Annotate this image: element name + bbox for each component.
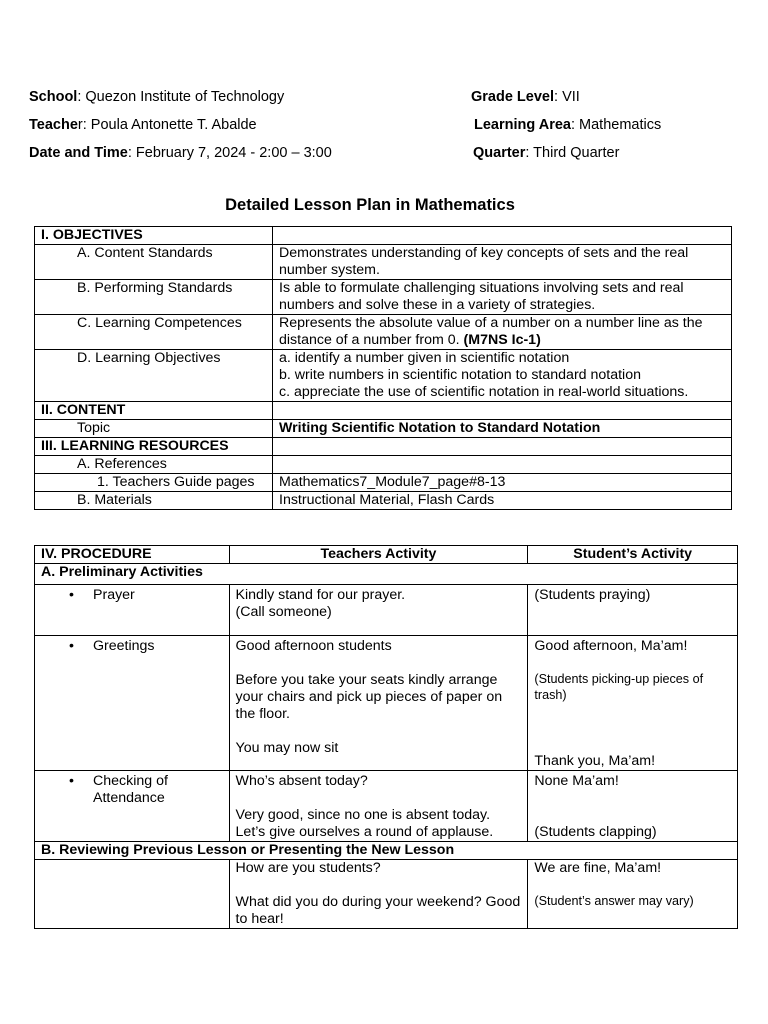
table-row xyxy=(35,280,732,315)
quarter-value: : Third Quarter xyxy=(525,145,620,161)
review-teacher-line-2: What did you do during your weekend? Good to hear! xyxy=(235,894,521,927)
teacher-column-header: Teachers Activity xyxy=(229,546,528,564)
competences-label: C. Learning Competences xyxy=(35,315,273,350)
review-student-line-1: We are fine, Ma’am! xyxy=(534,860,662,876)
table-row xyxy=(35,636,738,771)
quarter-row xyxy=(473,144,619,162)
greetings-student-line-2: (Students picking-up pieces of trash) xyxy=(534,672,704,702)
objectives-heading: I. OBJECTIVES xyxy=(35,227,273,245)
attendance-teacher-line-1: Who’s absent today? xyxy=(235,773,368,789)
table-row xyxy=(35,245,732,280)
objectives-cell xyxy=(273,350,732,402)
content-standards-label: A. Content Standards xyxy=(35,245,273,280)
greetings-label: Greetings xyxy=(93,638,155,654)
objective-b: b. write numbers in scientific notation to standard notation xyxy=(279,367,641,383)
objective-a: a. identify a number given in scientific notation xyxy=(279,350,570,366)
student-column-header: Student’s Activity xyxy=(528,546,738,564)
competences-value: Represents the absolute value of a number on a number line as the distance of a number from 0. xyxy=(279,315,703,348)
quarter-label: Quarter xyxy=(473,145,526,161)
greetings-cell xyxy=(35,636,230,771)
resources-heading: III. LEARNING RESOURCES xyxy=(35,438,273,456)
teacher-label: Teache xyxy=(29,117,78,133)
attendance-teacher xyxy=(229,771,528,842)
bullet-icon: • xyxy=(69,638,74,654)
table-row xyxy=(35,842,738,860)
school-label: School xyxy=(29,89,78,105)
performing-standards-value: Is able to formulate challenging situations involving sets and real numbers and solve these in a variety of strategies. xyxy=(273,280,732,315)
attendance-student xyxy=(528,771,738,842)
materials-value: Instructional Material, Flash Cards xyxy=(273,492,732,510)
greetings-student-line-1: Good afternoon, Ma’am! xyxy=(534,638,688,654)
lesson-plan-table xyxy=(34,226,732,510)
greetings-teacher-line-3: You may now sit xyxy=(235,740,339,756)
materials-label: B. Materials xyxy=(35,492,273,510)
teacher-row xyxy=(29,116,257,134)
greetings-teacher-line-2: Before you take your seats kindly arrange your chairs and pick up pieces of paper on the floor. xyxy=(235,672,503,722)
guide-label: 1. Teachers Guide pages xyxy=(35,474,273,492)
prayer-teacher-line-1: Kindly stand for our prayer. xyxy=(235,587,406,603)
table-row xyxy=(35,402,732,420)
table-row xyxy=(35,860,738,929)
review-student-line-2: (Student’s answer may vary) xyxy=(534,894,694,908)
date-value: : February 7, 2024 - 2:00 – 3:00 xyxy=(127,145,332,161)
objectives-label: D. Learning Objectives xyxy=(35,350,273,402)
area-label: Learning Area xyxy=(474,117,571,133)
attendance-label: Checking of Attendance xyxy=(93,773,168,806)
bullet-icon: • xyxy=(69,587,74,603)
competences-cell xyxy=(273,315,732,350)
table-row xyxy=(35,456,732,474)
content-heading: II. CONTENT xyxy=(35,402,273,420)
bullet-icon: • xyxy=(69,773,74,789)
competences-code: (M7NS Ic-1) xyxy=(463,332,541,348)
area-value: : Mathematics xyxy=(570,117,662,133)
teacher-value: r: Poula Antonette T. Abalde xyxy=(77,117,257,133)
greetings-teacher-line-1: Good afternoon students xyxy=(235,638,392,654)
references-label: A. References xyxy=(35,456,273,474)
empty-cell xyxy=(35,860,230,929)
content-standards-value: Demonstrates understanding of key concepts of sets and the real number system. xyxy=(273,245,732,280)
attendance-teacher-line-2: Very good, since no one is absent today. Let’s give ourselves a round of applause. xyxy=(235,807,494,840)
document-title: Detailed Lesson Plan in Mathematics xyxy=(225,196,515,214)
procedure-heading: IV. PROCEDURE xyxy=(35,546,230,564)
prayer-student-line-1: (Students praying) xyxy=(534,587,651,603)
table-row xyxy=(35,492,732,510)
greetings-teacher xyxy=(229,636,528,771)
guide-value: Mathematics7_Module7_page#8-13 xyxy=(273,474,732,492)
attendance-cell xyxy=(35,771,230,842)
objective-c: c. appreciate the use of scientific notation in real-world situations. xyxy=(279,384,689,400)
prayer-cell xyxy=(35,585,230,636)
table-row xyxy=(35,771,738,842)
review-student xyxy=(528,860,738,929)
prayer-student xyxy=(528,585,738,636)
school-row xyxy=(29,88,284,106)
procedure-table xyxy=(34,545,738,929)
topic-value: Writing Scientific Notation to Standard Notation xyxy=(273,420,732,438)
attendance-student-line-1: None Ma’am! xyxy=(534,773,619,789)
section-preliminary: A. Preliminary Activities xyxy=(35,564,738,585)
prayer-label: Prayer xyxy=(93,587,135,603)
performing-standards-label: B. Performing Standards xyxy=(35,280,273,315)
empty-cell xyxy=(273,227,732,245)
table-row xyxy=(35,564,738,585)
prayer-teacher xyxy=(229,585,528,636)
grade-label: Grade Level xyxy=(471,89,555,105)
attendance-student-line-2: (Students clapping) xyxy=(534,824,657,840)
date-row xyxy=(29,144,332,162)
table-row xyxy=(35,474,732,492)
review-teacher-line-1: How are you students? xyxy=(235,860,381,876)
area-row xyxy=(474,116,661,134)
table-header-row xyxy=(35,546,738,564)
section-reviewing: B. Reviewing Previous Lesson or Presenting the New Lesson xyxy=(35,842,738,860)
empty-cell xyxy=(273,456,732,474)
table-row xyxy=(35,585,738,636)
school-value: : Quezon Institute of Technology xyxy=(77,89,285,105)
prayer-teacher-line-2: (Call someone) xyxy=(235,604,332,620)
greetings-student xyxy=(528,636,738,771)
empty-cell xyxy=(273,438,732,456)
table-row xyxy=(35,438,732,456)
table-row xyxy=(35,420,732,438)
topic-label: Topic xyxy=(35,420,273,438)
greetings-student-line-3: Thank you, Ma’am! xyxy=(534,753,656,769)
grade-row xyxy=(471,88,580,106)
grade-value: : VII xyxy=(554,89,580,105)
table-row xyxy=(35,315,732,350)
date-label: Date and Time xyxy=(29,145,128,161)
review-teacher xyxy=(229,860,528,929)
empty-cell xyxy=(273,402,732,420)
table-row xyxy=(35,227,732,245)
table-row xyxy=(35,350,732,402)
